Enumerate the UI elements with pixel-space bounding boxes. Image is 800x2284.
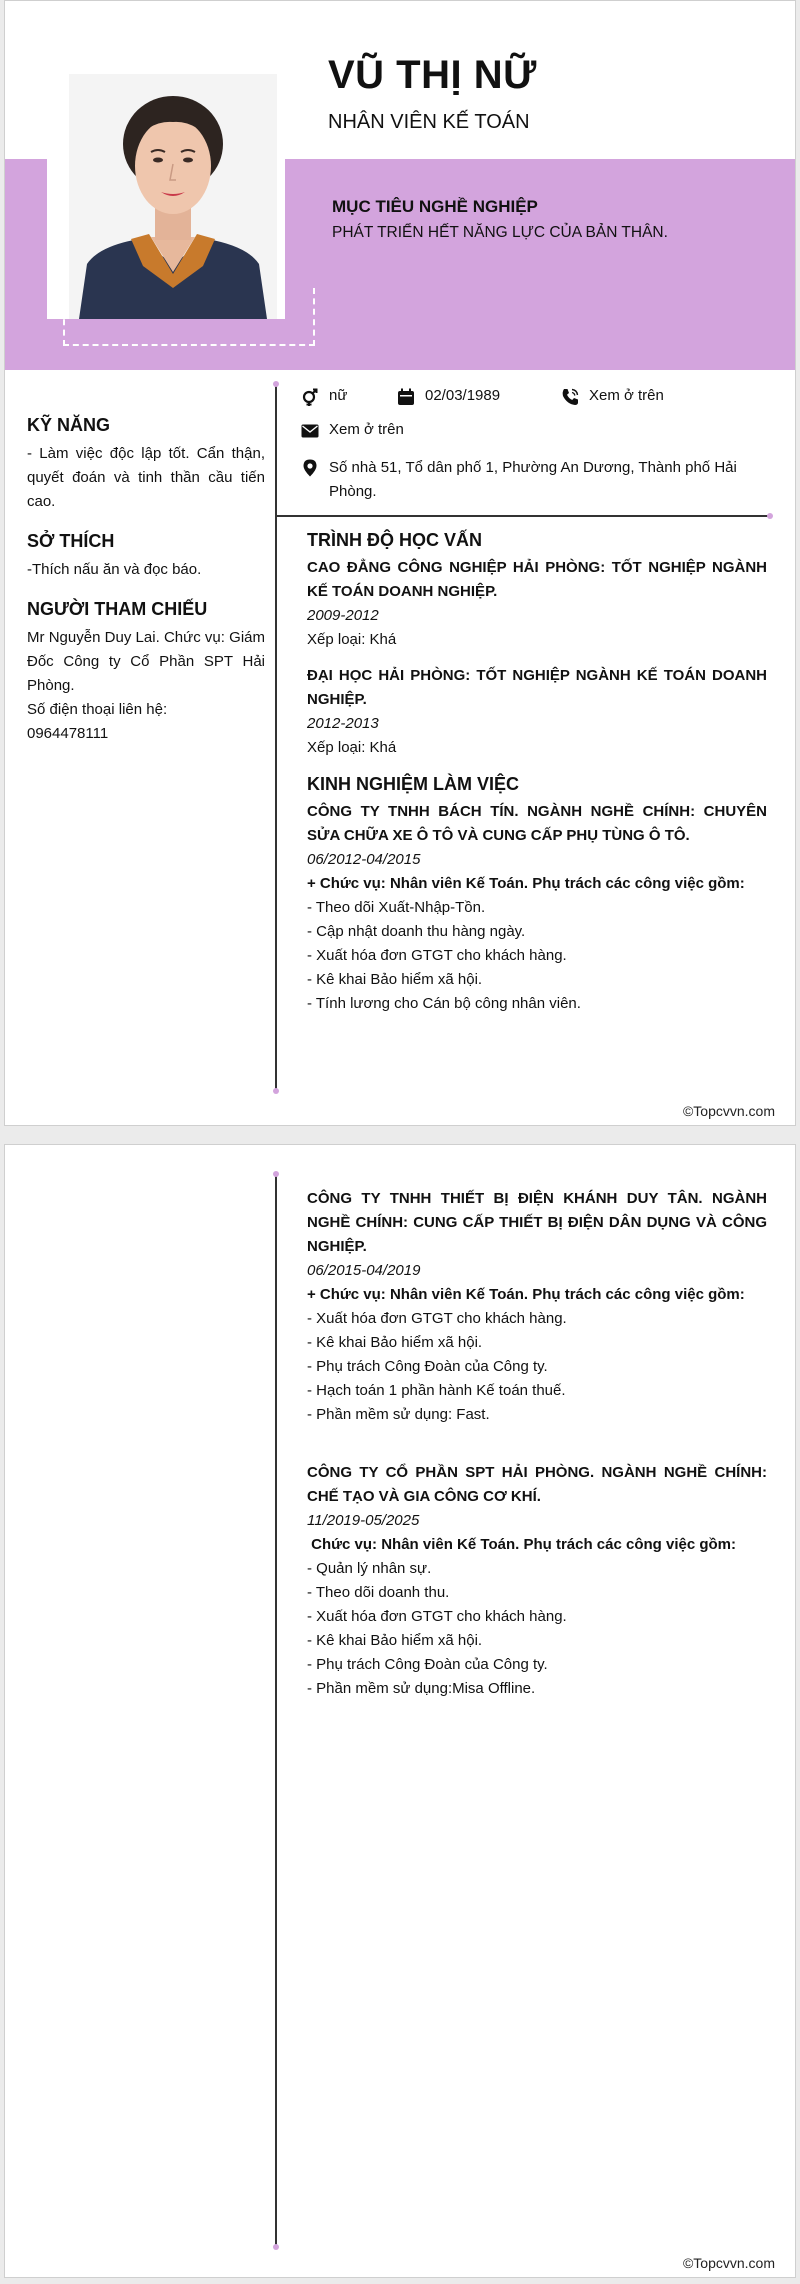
- hobbies-section: [27, 530, 265, 582]
- timeline-dot-bottom: [273, 1088, 279, 1094]
- references-section: [27, 598, 265, 746]
- task-item: - Phần mềm sử dụng:Misa Offline.: [307, 1680, 536, 1697]
- candidate-position: NHÂN VIÊN KẾ TOÁN: [328, 111, 530, 133]
- gender-value: nữ: [329, 387, 348, 404]
- map-pin-icon: [301, 459, 319, 477]
- birthday-value: 02/03/1989: [425, 387, 501, 404]
- contact-address: [301, 456, 761, 504]
- education-item-grade: Xếp loại: Khá: [307, 739, 397, 756]
- contact-birthday: [397, 387, 500, 406]
- email-value: Xem ở trên: [329, 421, 404, 438]
- task-item: - Kê khai Bảo hiểm xã hội.: [307, 1632, 483, 1649]
- education-item-title: ĐẠI HỌC HẢI PHÒNG: TỐT NGHIỆP NGÀNH KẾ TOÁN DOANH NGHIỆP.: [307, 667, 767, 708]
- right-column-page1: [307, 528, 767, 1028]
- left-column: [27, 414, 265, 762]
- calendar-icon: [397, 388, 415, 406]
- hobbies-text: -Thích nấu ăn và đọc báo.: [27, 561, 202, 578]
- skills-section: [27, 414, 265, 514]
- experience-item-date: 11/2019-05/2025: [307, 1512, 420, 1529]
- timeline-line: [275, 383, 277, 1093]
- experience-item-title: CÔNG TY TNHH THIẾT BỊ ĐIỆN KHÁNH DUY TÂN. NGÀNH NGHỀ CHÍNH: CUNG CẤP THIẾT BỊ ĐIỆN DÂN DỤNG VÀ CÔNG NGHIỆP.: [307, 1190, 767, 1255]
- contact-gender: [301, 387, 347, 406]
- task-item: - Xuất hóa đơn GTGT cho khách hàng.: [307, 947, 567, 964]
- task-item: - Kê khai Bảo hiểm xã hội.: [307, 971, 483, 988]
- hobbies-title: SỞ THÍCH: [27, 531, 115, 551]
- task-item: - Phụ trách Công Đoàn của Công ty.: [307, 1656, 548, 1673]
- references-title: NGƯỜI THAM CHIẾU: [27, 599, 208, 619]
- envelope-icon: [301, 422, 319, 440]
- education-item-date: 2012-2013: [307, 715, 379, 732]
- experience-task-list: [307, 1307, 767, 1427]
- task-item: - Theo dõi Xuất-Nhập-Tồn.: [307, 899, 486, 916]
- experience-item: [307, 800, 767, 1016]
- task-item: - Xuất hóa đơn GTGT cho khách hàng.: [307, 1608, 567, 1625]
- timeline-dot-top: [273, 1171, 279, 1177]
- timeline-dot-top: [273, 381, 279, 387]
- references-phone-label: Số điện thoại liên hệ:: [27, 701, 168, 718]
- education-item-date: 2009-2012: [307, 607, 379, 624]
- skills-title: KỸ NĂNG: [27, 415, 111, 435]
- task-item: - Tính lương cho Cán bộ công nhân viên.: [307, 995, 581, 1012]
- education-item: [307, 556, 767, 652]
- experience-item-role: + Chức vụ: Nhân viên Kế Toán. Phụ trách các công việc gồm:: [307, 1286, 745, 1303]
- education-item-grade: Xếp loại: Khá: [307, 631, 397, 648]
- education-title: TRÌNH ĐỘ HỌC VẤN: [307, 530, 482, 550]
- footer-credit: ©Topcvvn.com: [682, 1103, 775, 1119]
- experience-title: KINH NGHIỆM LÀM VIỆC: [307, 774, 520, 794]
- task-item: - Kê khai Bảo hiểm xã hội.: [307, 1334, 483, 1351]
- experience-item: [307, 1187, 767, 1427]
- gender-icon: [301, 388, 319, 406]
- experience-task-list: [307, 1557, 767, 1701]
- education-item: [307, 664, 767, 760]
- cv-page-1: [4, 0, 796, 1126]
- experience-item: [307, 1461, 767, 1701]
- timeline-line: [275, 1173, 277, 2249]
- phone-value: Xem ở trên: [589, 387, 664, 404]
- references-phone: 0964478111: [27, 725, 109, 742]
- contact-divider: [276, 515, 772, 517]
- task-item: - Hạch toán 1 phần hành Kế toán thuế.: [307, 1382, 566, 1399]
- task-item: - Quản lý nhân sự.: [307, 1560, 432, 1577]
- education-item-title: CAO ĐẲNG CÔNG NGHIỆP HẢI PHÒNG: TỐT NGHIỆP NGÀNH KẾ TOÁN DOANH NGHIỆP.: [307, 559, 767, 600]
- references-text: Mr Nguyễn Duy Lai. Chức vụ: Giám Đốc Công ty Cổ Phần SPT Hải Phòng.: [27, 629, 265, 694]
- experience-item-role: + Chức vụ: Nhân viên Kế Toán. Phụ trách các công việc gồm:: [307, 875, 745, 892]
- profile-photo: [69, 74, 277, 319]
- task-item: - Xuất hóa đơn GTGT cho khách hàng.: [307, 1310, 567, 1327]
- experience-item-title: CÔNG TY TNHH BÁCH TÍN. NGÀNH NGHỀ CHÍNH: CHUYÊN SỬA CHỮA XE Ô TÔ VÀ CUNG CẤP PHỤ TÙNG Ô TÔ.: [307, 803, 767, 844]
- objective-text: PHÁT TRIỂN HẾT NĂNG LỰC CỦA BẢN THÂN.: [332, 224, 668, 241]
- experience-item-role: Chức vụ: Nhân viên Kế Toán. Phụ trách các công việc gồm:: [307, 1536, 737, 1553]
- experience-item-date: 06/2012-04/2015: [307, 851, 421, 868]
- divider-dot: [767, 513, 773, 519]
- right-column-page2: [307, 1187, 767, 1713]
- candidate-name: VŨ THỊ NỮ: [328, 53, 537, 97]
- timeline-dot-bottom: [273, 2244, 279, 2250]
- footer-credit: ©Topcvvn.com: [682, 2255, 775, 2271]
- task-item: - Phụ trách Công Đoàn của Công ty.: [307, 1358, 548, 1375]
- experience-item-title: CÔNG TY CỔ PHẦN SPT HẢI PHÒNG. NGÀNH NGHỀ CHÍNH: CHẾ TẠO VÀ GIA CÔNG CƠ KHÍ.: [307, 1464, 767, 1505]
- skills-text: - Làm việc độc lập tốt. Cẩn thận, quyết đoán và tinh thần cầu tiến cao.: [27, 445, 265, 510]
- task-item: - Cập nhật doanh thu hàng ngày.: [307, 923, 526, 940]
- contact-email: [301, 421, 404, 440]
- experience-task-list: [307, 896, 767, 1016]
- contact-phone: [561, 387, 664, 406]
- phone-icon: [561, 388, 579, 406]
- task-item: - Phần mềm sử dụng: Fast.: [307, 1406, 490, 1423]
- task-item: - Theo dõi doanh thu.: [307, 1584, 450, 1601]
- objective-title: MỤC TIÊU NGHỀ NGHIỆP: [332, 197, 538, 216]
- cv-page-2: [4, 1144, 796, 2278]
- experience-item-date: 06/2015-04/2019: [307, 1262, 421, 1279]
- address-value: Số nhà 51, Tổ dân phố 1, Phường An Dương, Thành phố Hải Phòng.: [329, 459, 737, 500]
